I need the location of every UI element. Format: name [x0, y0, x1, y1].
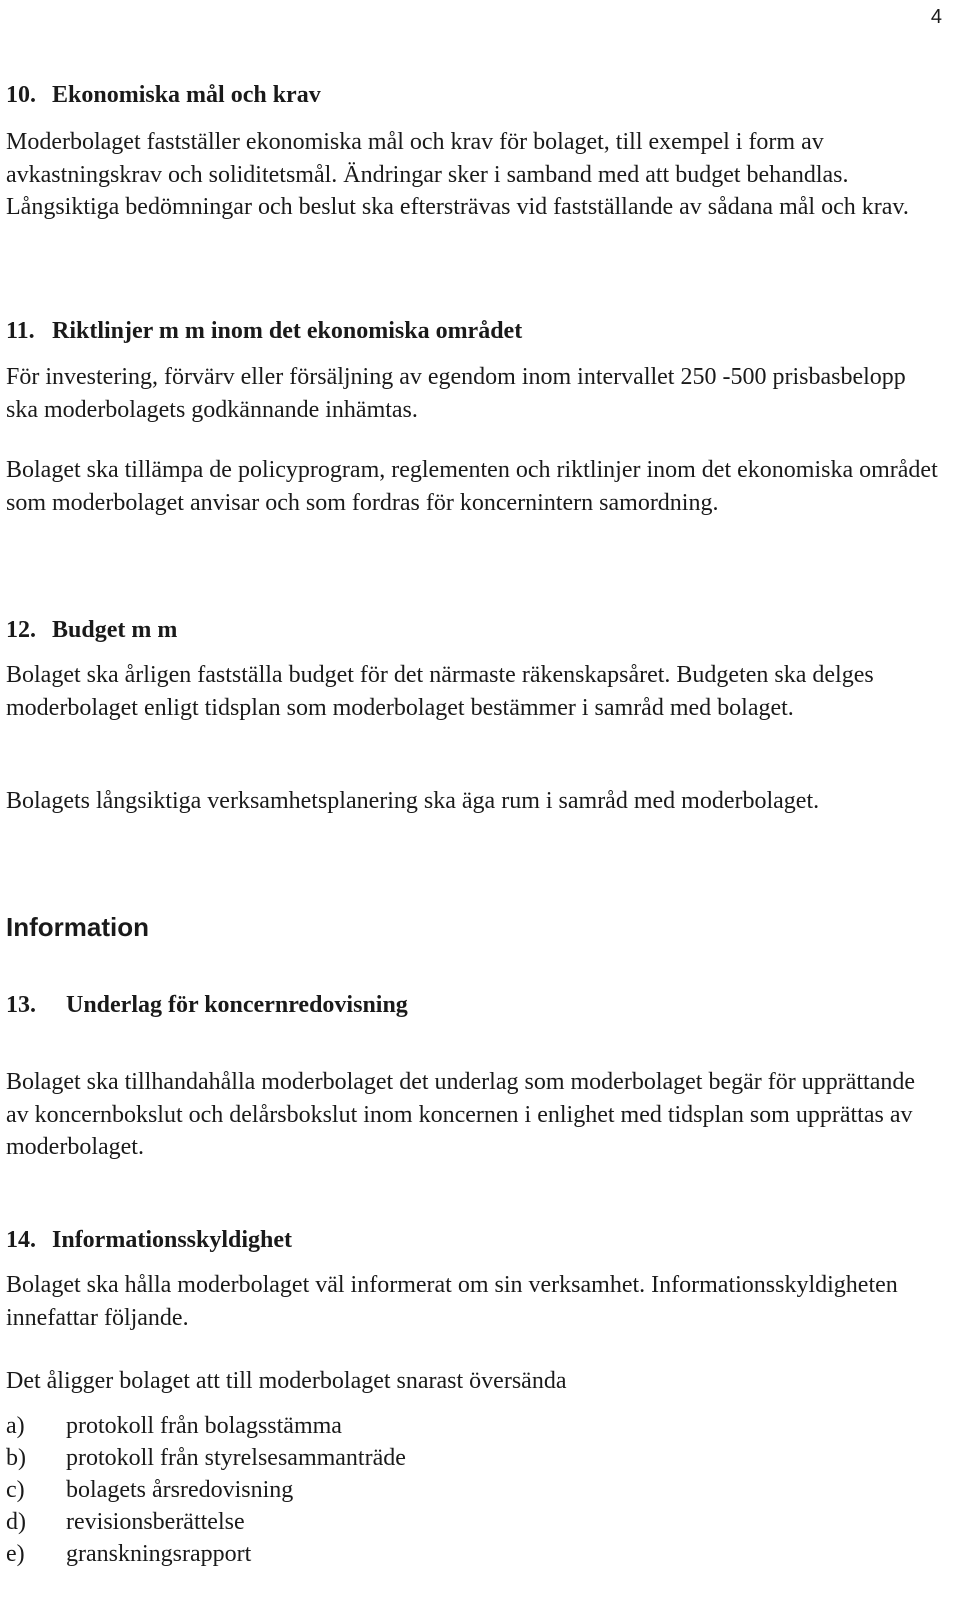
section-14-paragraph-1: Bolaget ska hålla moderbolaget väl informerat om sin verksamhet. Informationsskyldigheten innefattar följande. [6, 1272, 898, 1331]
section-13-number: 13. [6, 992, 36, 1018]
section-14-paragraph-2: Det åligger bolaget att till moderbolaget snarast översända [6, 1368, 567, 1394]
section-10-paragraph: Moderbolaget fastställer ekonomiska mål och krav för bolaget, till exempel i form av avkastningskrav och soliditetsmål. Ändringar sker i samband med att budget behandlas. Långsiktiga bedömningar och beslut ska eftersträvas vid fastställande av sådana mål och krav. [6, 129, 909, 220]
section-10-number: 10. [6, 82, 36, 108]
list-item [6, 1442, 406, 1474]
section-13-title: Underlag för koncernredovisning [66, 992, 408, 1018]
list-marker: c) [6, 1477, 25, 1503]
section-12-title: Budget m m [52, 617, 178, 643]
section-11-number: 11. [6, 318, 35, 344]
information-heading: Information [6, 912, 149, 942]
section-14-list [6, 1410, 406, 1570]
list-item [6, 1506, 406, 1538]
section-13-heading [6, 990, 408, 1020]
section-14-number: 14. [6, 1227, 36, 1253]
list-text: granskningsrapport [66, 1541, 252, 1567]
list-text: protokoll från bolagsstämma [66, 1413, 342, 1439]
section-11-paragraph-2: Bolaget ska tillämpa de policyprogram, reglementen och riktlinjer inom det ekonomiska området som moderbolaget anvisar och som fordras för koncernintern samordning. [6, 457, 938, 516]
list-marker: b) [6, 1445, 26, 1471]
section-13-paragraph: Bolaget ska tillhandahålla moderbolaget det underlag som moderbolaget begär för upprättande av koncernbokslut och delårsbokslut inom koncernen i enlighet med tidsplan som upprättas av moderbolaget. [6, 1069, 916, 1160]
list-marker: d) [6, 1509, 26, 1535]
section-12-paragraph-2: Bolagets långsiktiga verksamhetsplanering ska äga rum i samråd med moderbolaget. [6, 788, 820, 814]
list-marker: e) [6, 1541, 25, 1567]
section-14-heading [6, 1225, 292, 1255]
section-11-heading [6, 316, 522, 346]
list-item [6, 1474, 406, 1506]
section-12-heading [6, 615, 177, 645]
list-item [6, 1410, 406, 1442]
list-text: revisionsberättelse [66, 1509, 245, 1535]
section-10-title: Ekonomiska mål och krav [52, 82, 321, 108]
section-12-number: 12. [6, 617, 36, 643]
list-text: bolagets årsredovisning [66, 1477, 294, 1503]
section-11-paragraph-1: För investering, förvärv eller försäljning av egendom inom intervallet 250 -500 prisbasbelopp ska moderbolagets godkännande inhämtas. [6, 364, 906, 423]
list-item [6, 1538, 406, 1570]
list-marker: a) [6, 1413, 25, 1439]
list-text: protokoll från styrelsesammanträde [66, 1445, 406, 1471]
section-12-paragraph-1: Bolaget ska årligen fastställa budget för det närmaste räkenskapsåret. Budgeten ska delges moderbolaget enligt tidsplan som moderbolaget bestämmer i samråd med bolaget. [6, 662, 874, 721]
page-number: 4 [930, 6, 942, 28]
section-14-title: Informationsskyldighet [52, 1227, 293, 1253]
section-10-heading [6, 80, 321, 110]
section-11-title: Riktlinjer m m inom det ekonomiska området [52, 318, 523, 344]
